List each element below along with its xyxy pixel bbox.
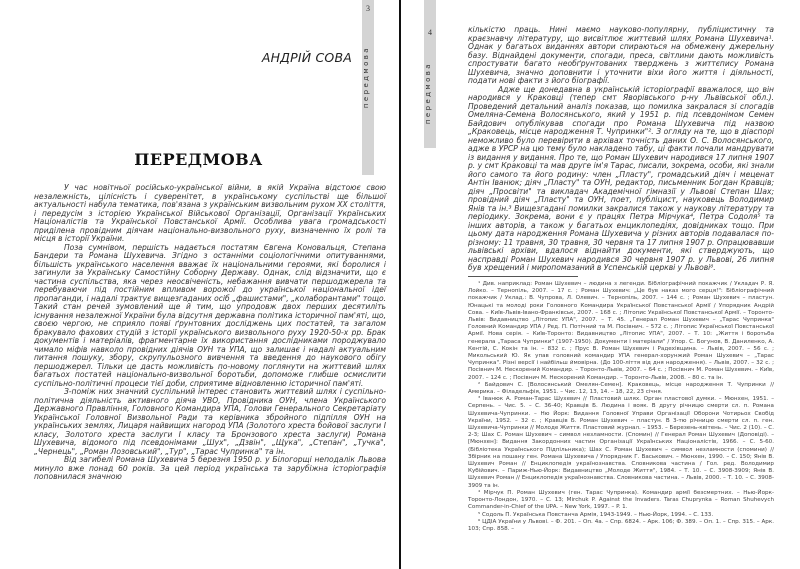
right-side-tab	[424, 0, 436, 148]
side-tab-label: передмова	[362, 46, 370, 109]
paragraph: Поза сумнівом, першість надається постатям Євгена Коновальця, Степана Бандери та Романа Шухевича. Згідно з останніми соціологічними опитуваннями, більшість українського населення вважає їх національними героями, які боролися і загинули за Українську Самостійну Соборну Державу. Однак, слід відзначити, що є частина суспільства, яка через неосвіченість, небажання вивчати першоджерела та перебуваючи під постійним впливом ворожої до української національної ідеї пропаганди, і надалі трактує вищезгаданих осіб „фашистами", „колаборантами" тощо. Такий стан речей зумовлений ще й тим, що упродовж двох перших десятиліть існування незалежної України була відсутня державна політика історичної пам'яті, що, своєю чергою, не сприяло появі ґрунтовних досліджень цих постатей, та загалом бракувало фахових студій з історії українського визвольного руху 1920-50-х рр. Брак документів і матеріалів, фрагментарне їх використання дослідниками породжувало чимало міфів навколо провідних діячів ОУН та УПА, що залишає і надалі актуальним питання пошуку, збору, скрупульозного вивчення та введення до наукового обігу першоджерел. Тільки це дасть можливість по-новому поглянути на життєвий шлях багатьох постатей національно-визвольної боротьби, допоможе глибше осмислити суспільно-політичні процеси тієї доби, сприятиме відновленню історичної пам'яті.	[34, 242, 386, 388]
paragraph: кількістю праць. Нині маємо науково-популярну, публіцистичну та краєзнавчу літературу, що висвітлює життєвий шлях Романа Шухевича¹. Однак у багатьох виданнях автори спираються на обмежену джерельну базу. Віднайдені документи, спогади, преса, світлини дають можливість спростувати багато необґрунтованих тверджень з життєпису Романа Шухевича, значно доповнити і уточнити віхи його життя і діяльності, подати нові факти з його біографії.	[468, 25, 774, 85]
side-tab-label: передмова	[424, 62, 432, 125]
footnote: ⁵ Содоль П. Українська Повстанча Армія, 1943-1949. – Нью-Йорк, 1994. – С. 133.	[478, 511, 714, 518]
page-divider	[399, 0, 401, 569]
right-body-text	[468, 26, 774, 273]
footnote-separator	[468, 276, 578, 277]
footnote: ¹ Див. наприклад: Роман Шухевич – людина з легенди. Бібліографічний покажчик / Укладач Р. Я. Лойко. – Тернопіль, 2007. – 17 с. ; Роман Шухевич: „Це був наказ мого серця!": Бібліографічний покажчик / Уклад.: В. Чупрова, Л. Олевич. – Тернопіль, 2007. – 144 с. ; Роман Шухевич – пластун. Юнацькі та молоді роки Головного Командира Української Повстанської Армії / Упорядник Андрій Сова. – Київ-Львів-Івано-Франківськ, 2007. – 168 с. ; Літопис Української Повстанської Армії. – Торонто-Львів: Видавництво „Літопис УПА", 2007. – Т. 45. „Генерал Роман Шухевич – „Тарас Чупринка" Головний Командир УПА / Ред. П. Потічний та М. Посівнич. – 572 с. ; Літопис Української Повстанської Армії. Нова серія. – Київ-Торонто: Видавництво „Літопис УПА", 2007. – Т. 10: „Життя і боротьба генерала „Тараса Чупринки" (1907-1950). Документи і матеріали" / Упор. С. Богунов, В. Даниленко, А. Кентій, С. Кокін та ін. – 832 с. ; Прус В. Роман Шухевич і Радехівщина. – Львів, 2007. – 56 с. ; Микольський Ю. Як упав головний командир УПА генерал-хорунжий Роман Шухевич – „Тарас Чупринка". Різні версії і найбільш ймовірна. (До 100-ліття від дня народження). – Львів, 2007. – 32 с. ; Посівнич М. Нескорений Командир. – Торонто-Львів, 2007. – 64 с. ; Посівнич М. Роман Шухевич. – Київ, 2007. – 124 с. ; Посівнич М. Нескорений Командир. – Торонто-Львів, 2008. – 80 с. та ін.	[468, 281, 774, 381]
page-number: 3	[366, 4, 370, 13]
left-side-tab	[362, 0, 374, 175]
page-title: ПЕРЕДМОВА	[134, 150, 263, 169]
paragraph: Від загибелі Романа Шухевича 5 березня 1950 р. у Білогорщі неподалік Львова минуло вже понад 60 років. За цей період українська та зарубіжна історіографія поповнилася значною	[34, 455, 386, 481]
footnote: ³ Іванюк А. Роман-Тарас Шухевич // Пластовий шлях. Орган пластової думки. – Мюнхен, 1951. – Серпень. – Чис. 5. – С. 36-40; Кравців Б. Людина і вояк. В другу річницю смерти сл. п. Романа Шухевича-Чупринки. – Ню Йорк: Видання Головної Управи Організації Оборони Чотирьох Свобід України, 1952. – 32 с. ; Кравців Б. Роман Шухевич – пластун. В 3-тю річницю смерти сл. п. ген. Шухевича-Чупринки // Молоде Життя. Пластовий журнал. – 1953. – Березень-квітень. – Чис. 2 (10). – С. 2-3; Шах С. Роман Шухевич – символ незламности. (Спомин) // Генерал Роман Шухевич (Доповіді). – [Мюнхен]: Видання Закордонних частин Організації Українських Націоналістів, 1966. – С. 5-60. (Бібліотека Українського Підпільника); Шах С. Роман Шухевич – символ незламности (спомини) // Збірник на пошану ген. Романа Шухевича / Упорядник Г. Васькович. – Мюнхен, 1990. – С. 150; Янів В. Шухевич Роман // Енциклопедія українознавства. Словникова частина / Гол. ред. Володимир Кубійович. – Париж-Нью-Йорк: Видавництво „Молоде Життя", 1984. – Т. 10. – С. 3908-3909; Янів В. Шухевич Роман // Енциклопедія українознавства. Словникова частина. – Львів, 2000. – Т. 10. – С. 3908-3909 та ін.	[468, 396, 774, 489]
footnotes	[468, 281, 774, 533]
left-body-text	[34, 184, 386, 482]
footnote: ² Байдович С. [Волосянський Омелян-Семен]. Краковець, місце народження Т. Чупринки // Америка. – Філадельфія, 1951. – Чис. 12, 13, 14. – 18, 22, 23 січня.	[468, 381, 774, 396]
paragraph: Адже ще донедавна в українській історіографії вважалося, що він народився у Краковці (тепер смт Яворівського р-ну Львівської обл.). Проведений детальний аналіз показав, що помилка закралася зі спогадів Омеляна-Семена Волосянського, який у 1951 р. під псевдонімом Семен Байдович опублікував спогади про Романа Шухевича під назвою „Краковець, місце народження Т. Чупринки"². З огляду на те, що в діаспорі неможливо було перевірити в архівах точність даних О. С. Волосянського, адже в УРСР на цю тему було накладено табу, ці факти почали мандрувати із видання у видання. Про те, що Роман Шухевич народився 17 липня 1907 р. у смт Краковці та мав друге ім'я Тарас, писали, зокрема, особи, які знали його самого та його родину: член „Пласту", громадський діяч і меценат Антін Іванюк; діяч „Пласту" та ОУН, редактор, письменник Богдан Кравців; діяч „Просвіти" та викладач Академічної гімназії у Львові Степан Шах; провідний діяч „Пласту" та ОУН, поет, публіцист, науковець Володимир Янів та ін.³ Вищезгадані помилки закралися також у наукову літературу та періодику. Зокрема, вони є у працях Петра Мірчука⁴, Петра Содоля⁵ та інших авторів, а також у багатьох енциклопедіях, довідниках тощо. При цьому дата народження Романа Шухевича у різних авторів подавалася по-різному: 11 травня, 30 травня, 30 червня та 17 липня 1907 р. Опрацювавши львівські архіви, вдалося віднайти документи, які стверджують, що насправді Роман Шухевич народився 30 червня 1907 р. у Львові, 26 липня був хрещений і миропомазаний в Успенській церкві у Львові⁶.	[468, 84, 774, 272]
footnote: ⁴ Мірчук П. Роман Шухевич (ген. Тарас Чупринка). Командир армії безсмертних. – Нью-Йорк-Торонто-Лондон, 1970. – С. 13; Mirchuk P. Against the Invaders. Taras Chuprynka – Roman Shuhevych Commander-in-Chief of the UPA. – New York, 1997. – P. 1.	[468, 489, 774, 511]
footnote: ⁶ ЦДІА України у Львові. – Ф. 201. – Оп. 4а. – Спр. 6824. – Арк. 106; Ф. 389. – Оп. 1. – Спр. 315. – Арк. 103; Спр. 858. –	[468, 518, 774, 532]
author-name: АНДРІЙ СОВА	[261, 50, 352, 65]
page-number: 4	[428, 28, 432, 37]
paragraph: У час новітньої російсько-української війни, в якій Україна відстоює свою незалежність, цілісність і суверенітет, в українському суспільстві ще більшої актуальності набула тематика, пов'язана з українським визвольним рухом XX століття, і передусім з історією Української Військової Організації, Організації Українських Націоналістів та Української Повстанської Армії. Особлива увага громадськості приділена провідним діячам національно-визвольного руху, визначенню їх ролі та місця в історії України.	[34, 183, 386, 243]
paragraph: З-поміж них значний суспільний інтерес становить життєвий шлях і суспільно-політична діяльність активного діяча УВО, Провідника ОУН, члена Українського Державного Правління, Головного Командира УПА, Голови Генерального Секретаріату Української Головної Визвольної Ради та керівника збройного підпілля ОУН на українських землях, Лицаря найвищих нагород УПА (Золотого хреста бойової заслуги I класу, Золотого хреста заслуги I класу та Бронзового хреста заслуги) Романа Шухевича, відомого під псевдонімами „Шух", „Дзвін", „Щука", „Степан", „Тучка", „Чернець", „Роман Лозовський", „Тур", „Тарас Чупринка" та ін.	[34, 387, 386, 456]
